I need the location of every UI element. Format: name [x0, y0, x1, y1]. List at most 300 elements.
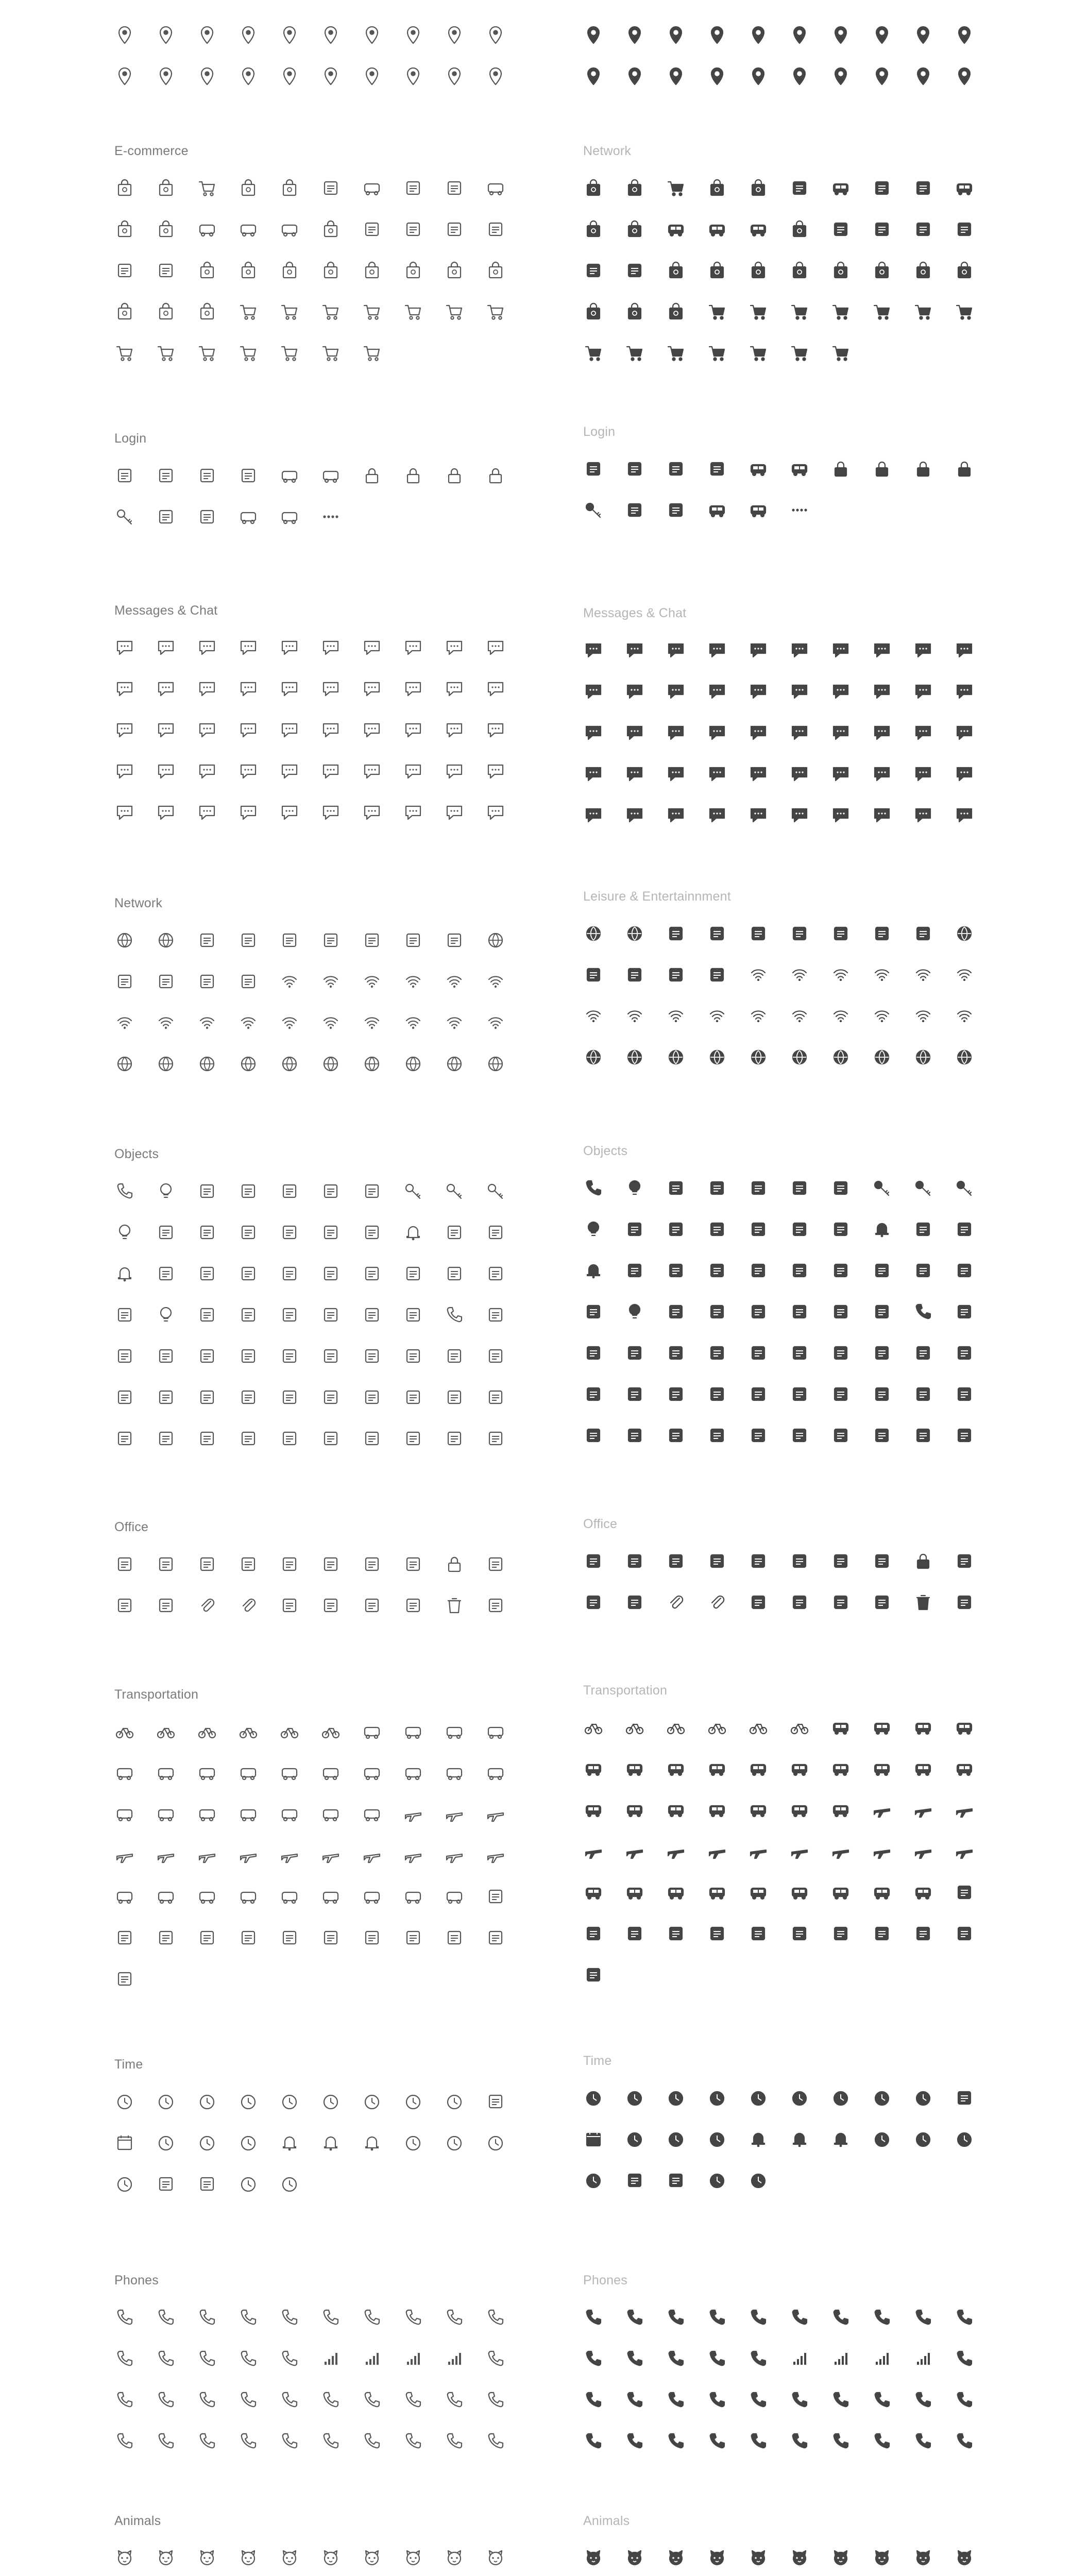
- rocket-icon: [156, 1387, 176, 1408]
- car-icon: [238, 1886, 259, 1907]
- shop-window-icon: [238, 178, 259, 198]
- desk-lamp-icon: [872, 1425, 892, 1446]
- location-pin-icon: [872, 66, 892, 87]
- tape-icon: [624, 1551, 645, 1571]
- hot-air-balloon-icon: [624, 1301, 645, 1322]
- magnet-icon: [485, 1222, 506, 1243]
- diamond-icon: [583, 1384, 604, 1404]
- car-icon: [114, 1886, 135, 1907]
- bus-icon: [872, 1758, 892, 1779]
- chat-bubble-icon: [830, 640, 851, 660]
- chat-bubble-icon: [872, 681, 892, 702]
- phone-icon: [114, 2389, 135, 2410]
- shopping-bag-icon: [114, 301, 135, 322]
- section-title: Time: [583, 2054, 612, 2068]
- printer-icon: [156, 1595, 176, 1616]
- phone-icon: [583, 2431, 604, 2451]
- phone-icon: [362, 2307, 382, 2328]
- sign-icon: [156, 1263, 176, 1284]
- crown-icon: [666, 1425, 686, 1446]
- phone-icon: [320, 2389, 341, 2410]
- globe-icon: [624, 1047, 645, 1067]
- push-pin-icon: [748, 1592, 769, 1613]
- binders-icon: [279, 1554, 300, 1574]
- phone-icon: [403, 2389, 423, 2410]
- ship-icon: [913, 1841, 933, 1861]
- paperclip-icon: [666, 1592, 686, 1613]
- chat-bubble-icon: [707, 764, 727, 784]
- wiper-icon: [444, 1927, 465, 1948]
- chat-bubble-icon: [403, 802, 423, 823]
- train-icon: [362, 1804, 382, 1824]
- flashlight-icon: [279, 1222, 300, 1243]
- door-icon: [666, 459, 686, 479]
- phone-icon: [156, 2348, 176, 2369]
- password-dots-icon: [320, 506, 341, 527]
- time-dial-icon: [444, 2132, 465, 2153]
- time-dial-icon: [954, 2129, 975, 2149]
- shopping-bag-icon: [789, 219, 810, 240]
- phone-icon: [913, 2307, 933, 2328]
- phone-icon: [485, 2431, 506, 2451]
- chat-bubble-icon: [444, 637, 465, 658]
- location-pin-icon: [156, 66, 176, 87]
- phone-icon: [666, 2431, 686, 2451]
- bus-icon: [403, 1762, 423, 1783]
- wifi-icon: [403, 1012, 423, 1033]
- animal-face-icon: [238, 2548, 259, 2568]
- chat-bubble-icon: [279, 679, 300, 699]
- animal-face-icon: [707, 2548, 727, 2568]
- bell-icon: [279, 2132, 300, 2153]
- lego-head-icon: [624, 1343, 645, 1363]
- chat-bubble-icon: [485, 720, 506, 740]
- chat-bubble-icon: [748, 764, 769, 784]
- gear-shift-icon: [830, 1923, 851, 1944]
- wifi-icon: [403, 971, 423, 992]
- shopping-bag-icon: [707, 260, 727, 281]
- pin-icon: [830, 1384, 851, 1404]
- wifi-icon: [320, 1012, 341, 1033]
- phone-icon: [666, 2348, 686, 2369]
- chat-bubble-icon: [320, 802, 341, 823]
- location-pin-icon: [707, 25, 727, 45]
- glue-icon: [362, 1595, 382, 1616]
- helicopter-icon: [403, 1804, 423, 1824]
- animal-face-icon: [444, 2548, 465, 2568]
- bell-off-icon: [789, 2129, 810, 2149]
- chat-bubble-icon: [362, 637, 382, 658]
- bell-icon: [830, 2129, 851, 2149]
- price-tag-icon: [913, 219, 933, 240]
- globe-icon: [485, 930, 506, 951]
- user-lock-icon: [830, 459, 851, 479]
- key-icon: [403, 1181, 423, 1201]
- helicopter-icon: [830, 1841, 851, 1861]
- calendar-icon: [583, 2129, 604, 2149]
- binder-icon: [320, 1554, 341, 1574]
- phone-icon: [156, 2431, 176, 2451]
- office-chair-icon: [114, 1595, 135, 1616]
- egg-timer-icon: [954, 2088, 975, 2108]
- chat-bubbles-icon: [197, 679, 217, 699]
- car-icon: [156, 1886, 176, 1907]
- location-pin-icon: [913, 66, 933, 87]
- animal-face-icon: [403, 2548, 423, 2568]
- airplane-icon: [789, 1841, 810, 1861]
- location-pin-icon: [485, 25, 506, 45]
- helicopter-icon: [362, 1845, 382, 1866]
- chat-bubble-icon: [403, 637, 423, 658]
- usb-icon: [197, 930, 217, 951]
- chat-bubble-icon: [583, 805, 604, 825]
- chat-bubble-icon: [485, 679, 506, 699]
- wifi-icon: [872, 1006, 892, 1026]
- chat-bubble-icon: [748, 805, 769, 825]
- bell-off-icon: [320, 2132, 341, 2153]
- socket-icon: [279, 1263, 300, 1284]
- wifi-icon: [485, 1012, 506, 1033]
- phone-icon: [748, 2348, 769, 2369]
- shopping-bag-icon: [830, 260, 851, 281]
- chat-user-icon: [707, 640, 727, 660]
- shopping-cart-icon: [197, 343, 217, 363]
- stopwatch-icon: [238, 2091, 259, 2112]
- shopping-bag-icon: [320, 260, 341, 281]
- shopping-bag-icon: [403, 260, 423, 281]
- truck-icon: [913, 1882, 933, 1903]
- truck-icon: [872, 1882, 892, 1903]
- signal-icon: [789, 2348, 810, 2369]
- clock-icon: [279, 2174, 300, 2194]
- phone-icon: [583, 2389, 604, 2410]
- trash-icon: [444, 1595, 465, 1616]
- bicycle-icon: [156, 1721, 176, 1742]
- chat-bubble-icon: [954, 722, 975, 743]
- chat-bubble-icon: [362, 761, 382, 782]
- bowl-icon: [707, 1425, 727, 1446]
- shop-window-icon: [279, 178, 300, 198]
- backpack-icon: [320, 1181, 341, 1201]
- chat-bubble-icon: [789, 722, 810, 743]
- shopping-cart-icon: [789, 301, 810, 322]
- smartphone-icon: [707, 964, 727, 985]
- scooter-icon: [238, 1721, 259, 1742]
- globe-icon: [197, 1054, 217, 1074]
- time-dial-icon: [403, 2132, 423, 2153]
- phone-icon: [789, 2431, 810, 2451]
- devices-icon: [156, 971, 176, 992]
- train-icon: [238, 1804, 259, 1824]
- gift-icon: [444, 178, 465, 198]
- wifi-icon: [444, 1012, 465, 1033]
- airplane-icon: [197, 1845, 217, 1866]
- phone-icon: [197, 2307, 217, 2328]
- router-icon: [707, 923, 727, 944]
- price-tag-icon: [444, 219, 465, 240]
- chat-bubble-icon: [583, 722, 604, 743]
- tablet-icon: [666, 964, 686, 985]
- heater-icon: [954, 1260, 975, 1281]
- chat-bubble-icon: [913, 681, 933, 702]
- truck-icon: [403, 1886, 423, 1907]
- phone-icon: [666, 2389, 686, 2410]
- fire-hydrant-icon: [830, 1219, 851, 1240]
- chat-bubble-icon: [830, 764, 851, 784]
- trash-icon: [913, 1592, 933, 1613]
- bench-icon: [830, 1343, 851, 1363]
- wifi-icon: [197, 1012, 217, 1033]
- pill-icon: [485, 1304, 506, 1325]
- vase-icon: [279, 1428, 300, 1449]
- watch-icon: [830, 2088, 851, 2108]
- shopping-cart-icon: [156, 343, 176, 363]
- phone-icon: [362, 2431, 382, 2451]
- wiper-icon: [238, 1927, 259, 1948]
- calendar-icon: [114, 2132, 135, 2153]
- watch-icon: [403, 2091, 423, 2112]
- animal-face-icon: [114, 2548, 135, 2568]
- feather-icon: [707, 1343, 727, 1363]
- delivery-truck-icon: [238, 219, 259, 240]
- tent-icon: [707, 1178, 727, 1198]
- location-pin-icon: [624, 66, 645, 87]
- car-icon: [444, 1721, 465, 1742]
- animal-face-icon: [830, 2548, 851, 2568]
- chat-user-icon: [624, 640, 645, 660]
- chat-bubble-icon: [362, 679, 382, 699]
- sale-box-icon: [114, 260, 135, 281]
- globe-icon: [156, 930, 176, 951]
- login-icon: [114, 465, 135, 486]
- globe-icon: [954, 1047, 975, 1067]
- tram-icon: [156, 1804, 176, 1824]
- chat-bubble-icon: [830, 805, 851, 825]
- bus-icon: [913, 1758, 933, 1779]
- chat-bubble-icon: [114, 720, 135, 740]
- cash-register-icon: [666, 1384, 686, 1404]
- phone-icon: [624, 2348, 645, 2369]
- wifi-icon: [913, 1006, 933, 1026]
- key-icon: [444, 1181, 465, 1201]
- globe-icon: [583, 1047, 604, 1067]
- section-title: Login: [583, 425, 616, 439]
- chat-user-icon: [156, 637, 176, 658]
- chat-bubble-icon: [403, 679, 423, 699]
- folder-icon: [485, 1595, 506, 1616]
- knife-icon: [320, 1346, 341, 1366]
- train-icon: [789, 1800, 810, 1820]
- airplane-icon: [954, 1800, 975, 1820]
- chart-blocks-icon: [444, 1554, 465, 1574]
- section-title: Transportation: [114, 1687, 199, 1702]
- phone-icon: [707, 2348, 727, 2369]
- sale-badge-icon: [485, 219, 506, 240]
- gift-card-icon: [954, 178, 975, 198]
- phone-icon: [197, 2389, 217, 2410]
- bus-icon: [444, 1762, 465, 1783]
- globe-icon: [913, 1047, 933, 1067]
- clock-icon: [707, 2170, 727, 2191]
- phone-icon: [362, 2389, 382, 2410]
- unicycle-icon: [666, 1717, 686, 1738]
- location-pin-icon: [320, 25, 341, 45]
- stamp-icon: [238, 1554, 259, 1574]
- airplane-icon: [238, 1845, 259, 1866]
- location-pin-icon: [748, 25, 769, 45]
- hole-punch-icon: [320, 1595, 341, 1616]
- phone-icon: [197, 2348, 217, 2369]
- door-icon: [197, 465, 217, 486]
- pen-icon: [279, 1346, 300, 1366]
- shopping-cart-icon: [954, 301, 975, 322]
- chat-bubble-icon: [485, 802, 506, 823]
- user-card-icon: [748, 500, 769, 520]
- wifi-icon: [444, 971, 465, 992]
- wifi-icon: [362, 1012, 382, 1033]
- calculator-icon: [666, 1551, 686, 1571]
- syringe-icon: [444, 1387, 465, 1408]
- car-icon: [707, 1882, 727, 1903]
- airplane-icon: [485, 1804, 506, 1824]
- airplane-icon: [320, 1845, 341, 1866]
- bluetooth-icon: [403, 930, 423, 951]
- spool-icon: [624, 1425, 645, 1446]
- weight-icon: [789, 1425, 810, 1446]
- location-pin-icon: [114, 66, 135, 87]
- phone-icon: [666, 2307, 686, 2328]
- tent-icon: [238, 1181, 259, 1201]
- bus-icon: [197, 1762, 217, 1783]
- location-pin-icon: [444, 25, 465, 45]
- phone-icon: [748, 2431, 769, 2451]
- chat-user-icon: [238, 637, 259, 658]
- frame-icon: [362, 1181, 382, 1201]
- globe-icon: [114, 930, 135, 951]
- steering-wheel-icon: [114, 1927, 135, 1948]
- wifi-icon: [279, 1012, 300, 1033]
- chat-bubble-icon: [913, 805, 933, 825]
- headlight-icon: [197, 1927, 217, 1948]
- location-pin-icon: [114, 25, 135, 45]
- chat-bubble-icon: [197, 802, 217, 823]
- tape-icon: [114, 1554, 135, 1574]
- chat-bubble-icon: [872, 640, 892, 660]
- speedometer-icon: [403, 1927, 423, 1948]
- train-icon: [197, 1804, 217, 1824]
- user-card-icon: [707, 500, 727, 520]
- headlight-icon: [624, 1923, 645, 1944]
- chat-bubble-icon: [197, 720, 217, 740]
- chat-bubble-icon: [114, 679, 135, 699]
- truck-icon: [156, 1762, 176, 1783]
- calendar-clock-icon: [156, 2132, 176, 2153]
- phone-icon: [707, 2431, 727, 2451]
- gear-shift-icon: [789, 1923, 810, 1944]
- phone-icon: [197, 2431, 217, 2451]
- chat-bubble-icon: [913, 640, 933, 660]
- globe-icon: [748, 1047, 769, 1067]
- usb-icon: [666, 923, 686, 944]
- shopping-cart-icon: [707, 343, 727, 363]
- bus-icon: [830, 1758, 851, 1779]
- car-icon: [624, 1882, 645, 1903]
- hourglass-icon: [156, 2174, 176, 2194]
- keyhole-icon: [156, 506, 176, 527]
- spool-icon: [156, 1428, 176, 1449]
- office-chair-icon: [583, 1592, 604, 1613]
- globe-icon: [583, 923, 604, 944]
- puzzle-icon: [197, 1346, 217, 1366]
- outline-icon-column: [114, 0, 526, 2576]
- chat-bubble-icon: [872, 805, 892, 825]
- chart-blocks-icon: [913, 1551, 933, 1571]
- shopping-cart-icon: [320, 301, 341, 322]
- crown-icon: [197, 1428, 217, 1449]
- funnel-icon: [707, 1301, 727, 1322]
- signal-icon: [872, 2348, 892, 2369]
- chat-bubble-icon: [362, 802, 382, 823]
- sale-box-icon: [583, 260, 604, 281]
- truck-icon: [362, 1886, 382, 1907]
- location-pin-icon: [666, 25, 686, 45]
- hot-label-icon: [624, 260, 645, 281]
- globe-icon: [279, 1054, 300, 1074]
- shopping-bag-icon: [872, 260, 892, 281]
- taxi-icon: [707, 1758, 727, 1779]
- bus-icon: [362, 1762, 382, 1783]
- chat-bubble-icon: [748, 681, 769, 702]
- tools-icon: [197, 1222, 217, 1243]
- chat-bubble-icon: [320, 761, 341, 782]
- clock-icon: [707, 2129, 727, 2149]
- alarm-clock-icon: [583, 2088, 604, 2108]
- clock-icon: [238, 2132, 259, 2153]
- barrel-icon: [279, 1387, 300, 1408]
- shopping-bag-icon: [666, 260, 686, 281]
- logout-icon: [156, 465, 176, 486]
- chat-bubble-icon: [707, 681, 727, 702]
- animal-face-icon: [320, 2548, 341, 2568]
- animal-face-icon: [156, 2548, 176, 2568]
- phone-icon: [320, 2307, 341, 2328]
- section-title: Network: [114, 896, 163, 910]
- chat-bubble-icon: [238, 720, 259, 740]
- socket-icon: [362, 1263, 382, 1284]
- phone-icon: [913, 2389, 933, 2410]
- section-title: Objects: [583, 1144, 628, 1158]
- location-pin-icon: [238, 66, 259, 87]
- phone-icon: [954, 2348, 975, 2369]
- shop-window-icon: [707, 178, 727, 198]
- location-pin-icon: [789, 66, 810, 87]
- shop-icon: [114, 219, 135, 240]
- barrel-icon: [748, 1384, 769, 1404]
- frame-icon: [830, 1178, 851, 1198]
- truck-icon: [444, 1886, 465, 1907]
- socket-icon: [830, 1260, 851, 1281]
- chat-bubble-icon: [666, 805, 686, 825]
- shopping-bag-icon: [238, 260, 259, 281]
- chat-user-icon: [666, 640, 686, 660]
- hot-label-icon: [156, 260, 176, 281]
- animal-face-icon: [583, 2548, 604, 2568]
- wifi-icon: [748, 1006, 769, 1026]
- shopping-bag-icon: [320, 219, 341, 240]
- key-icon: [913, 1178, 933, 1198]
- phone-icon: [403, 2307, 423, 2328]
- phone-icon: [156, 2307, 176, 2328]
